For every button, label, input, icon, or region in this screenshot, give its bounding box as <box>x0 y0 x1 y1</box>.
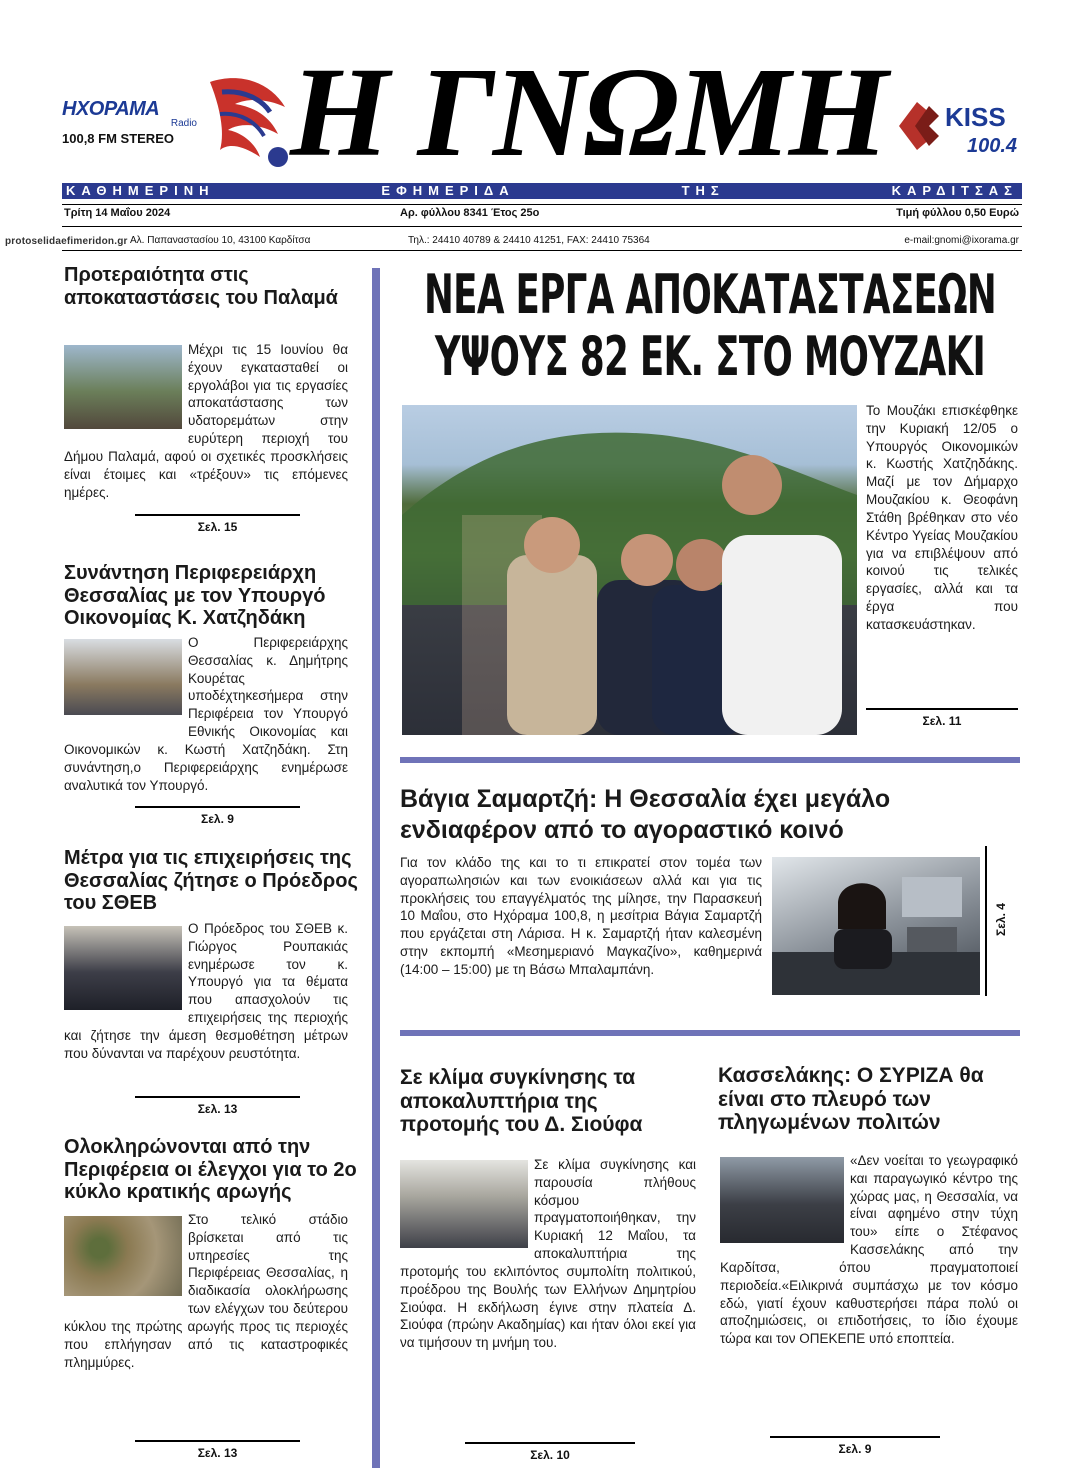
ichorama-frequency: 100,8 FM STEREO <box>62 131 174 146</box>
email: e-mail:gnomi@ixorama.gr <box>904 235 1019 246</box>
photo-wrap-spacer <box>64 341 188 433</box>
left-story-2-title: Συνάντηση Περιφερειάρχη Θεσσαλίας με τον Υπουργό Οικονομίας Κ. Χατζηδάκη <box>64 562 326 630</box>
vagia-photo <box>772 857 980 995</box>
contact-rule <box>62 250 1022 251</box>
main-headline-line-1: ΝΕΑ ΕΡΓΑ ΑΠΟΚΑΤΑΣΤΑΣΕΩΝ <box>423 263 997 326</box>
photo-wrap-spacer <box>64 920 188 1012</box>
left-story-3-page: Σελ. 13 <box>135 1096 300 1116</box>
vagia-title: Βάγια Σαμαρτζή: Η Θεσσαλία έχει μεγάλο ενδιαφέρον από το αγοραστικό κοινό <box>400 785 891 844</box>
section-divider-1 <box>400 757 1020 763</box>
kasselakis-title: Κασσελάκης: Ο ΣΥΡΙΖΑ θα είναι στο πλευρό των πληγωμένων πολιτών <box>718 1064 984 1135</box>
studio-figure-icon <box>772 857 980 995</box>
bust-unveiling-body: Σε κλίμα συγκίνησης και παρουσία πλήθους κόσμου πραγματοποιήθηκαν, την Κυριακή 12 Μαΐου, τα αποκαλυπτήρια της προτομής του εκλιπόντος συμπολίτη πολιτικού, προέδρου της Βουλής των Ελλήνων Δημητρίου Σιούφα. Η εκδήλωση έγινε στην πλατεία Δ. Σιούφα (πρώην Ακαδημίας) και ήταν όλοι εκεί για να τιμήσουν τη μνήμη του. <box>400 1157 696 1351</box>
left-story-4-page: Σελ. 13 <box>135 1440 300 1460</box>
kasselakis-text <box>720 1152 1018 1348</box>
vagia-text: Για τον κλάδο της και το τι επικρατεί στον τομέα των αγοραπωλησιών και των ενοικιάσεων αλλά και για τις προκλήσεις του επαγγέλματός της μίλησε, την Παρασκευή 10 Μαΐου, στο Ηχόραμα 100,8, η μεσίτρια Βάγια Σαμαρτζή που εργάζεται στη Λάρισα. Η κ. Σαμαρτζή ήταν καλεσμένη στην εκπομπή «Μεσημεριανό Μαγκαζίνο», καθημερινά (14:00 – 15:00) με τη Βάσω Μπαλαμπάνη. <box>400 855 762 977</box>
left-story-4-title: Ολοκληρώνονται από την Περιφέρεια οι έλεγχοι για το 2ο κύκλο κρατικής αρωγής <box>64 1136 357 1204</box>
photo-wrap-spacer <box>64 1211 188 1303</box>
main-story-text: Το Μουζάκι επισκέφθηκε την Κυριακή 12/05 ο Υπουργός Οικονομικών κ. Κωστής Χατζηδάκης. Μαζί με τον Δήμαρχο Μουζακίου κ. Θεοφάνη Στάθη βρέθηκαν στο νέο Κέντρο Υγείας Μουζακίου για να επιβλέψουν από κοινού τις τελικές εργασίες, αλλά και τα έργα που κατασκευάστηκαν. <box>866 403 1018 632</box>
vagia-page-wrap <box>990 880 1020 940</box>
siouфа-title: Σε κλίμα συγκίνησης τα αποκαλυπτήρια της προτομής του Δ. Σιούφα <box>400 1066 643 1137</box>
main-story-photo <box>402 405 857 735</box>
kasselakis-page: Σελ. 9 <box>770 1436 940 1456</box>
photo-wrap-spacer <box>720 1152 850 1244</box>
ichorama-radio: Radio <box>170 118 197 129</box>
address: Αλ. Παπαναστασίου 10, 43100 Καρδίτσα <box>130 235 311 246</box>
kasselakis-body: «Δεν νοείται το γεωγραφικό και παραγωγικό κέντρο της χώρας μας, η Θεσσαλία, να είναι αφημένο στην τύχη του» είπε ο Στέφανος Κασσελάκης από την Καρδίτσα, όπου πραγματοποιεί περιοδεία.«Ειλικρινά συμπάσχω με τον κόσμο εδώ, γιατί έχουν καθυστερήσει πάρα πολύ οι αποζημιώσεις, οι επιδοτήσεις, το ίδιο έχουμε τώρα και τον ΟΠΕΚΕΠΕ υπό εποπτεία. <box>720 1153 1018 1347</box>
main-story-page: Σελ. 11 <box>866 708 1018 728</box>
issue-number: Αρ. φύλλου 8341 Έτος 25ο <box>400 207 540 219</box>
ichorama-name: ΗΧΟΡΑΜΑ <box>62 98 160 120</box>
tagline: ΚΑΘΗΜΕΡΙΝΗ ΕΦΗΜΕΡΙΔΑ ΤΗΣ ΚΑΡΔΙΤΣΑΣ <box>62 183 1022 199</box>
left-story-4-text <box>64 1211 348 1371</box>
quill-bird-icon <box>200 62 300 172</box>
photo-wrap-spacer <box>400 1156 534 1248</box>
kiss-frequency: 100.4 <box>967 135 1018 157</box>
left-story-2-page: Σελ. 9 <box>135 806 300 826</box>
masthead-rule <box>62 204 1022 205</box>
kiss-name: KISS <box>945 102 1006 132</box>
section-divider-2 <box>400 1030 1020 1036</box>
photo-wrap-spacer <box>64 634 188 726</box>
left-story-2-text <box>64 634 348 794</box>
siouфа-text <box>400 1156 696 1352</box>
left-story-1-body: Μέχρι τις 15 Ιουνίου θα έχουν εγκατασταθεί οι εργολάβοι για τις εργασίες αποκατάστασης των υδατορεμάτων στην ευρύτερη περιοχή του Δήμου Παλαμά, αφού οι σχετικές προσκλήσεις είναι έτοιμες και «τρέξουν» τις επόμενες ημέρες. <box>64 342 348 500</box>
kiss-logo-icon <box>895 92 1025 162</box>
left-story-3-title: Μέτρα για τις επιχειρήσεις της Θεσσαλίας ζήτησε ο Πρόεδρος του ΣΘΕΒ <box>64 847 358 915</box>
left-story-4-body: Στο τελικό στάδιο βρίσκεται από τις υπηρεσίες της Περιφέρειας Θεσσαλίας, η διαδικασία ολοκλήρωσης των ελέγχων του δεύτερου κύκλου της πρώτης αρωγής προς τις περιοχές που επλήγησαν από τις καταστροφικές πλημμύρες. <box>64 1212 348 1370</box>
column-divider <box>372 268 380 1468</box>
left-story-3-text <box>64 920 348 1063</box>
bust-unveiling-page: Σελ. 10 <box>465 1442 635 1462</box>
ichorama-logo <box>62 98 197 146</box>
watermark: protoselidaefimeridon.gr <box>5 236 128 247</box>
issue-date: Τρίτη 14 Μαΐου 2024 <box>64 207 171 219</box>
phones: Τηλ.: 24410 40789 & 24410 41251, FAX: 24410 75364 <box>408 235 650 246</box>
info-rule <box>62 226 1022 227</box>
main-headline <box>400 264 1020 388</box>
issue-price: Τιμή φύλλου 0,50 Ευρώ <box>896 207 1019 219</box>
vagia-page: Σελ. 4 <box>994 903 1008 936</box>
left-story-2-body: Ο Περιφερειάρχης Θεσσαλίας κ. Δημήτρης Κουρέτας υποδέχτηκεσήμερα στην Περιφέρεια τον Υπουργό Εθνικής Οικονομίας και Οικονομικών κ. Κωστή Χατζηδάκη. Στη συνάντηση,ο Περιφερειάρχης ενημέρωσε αναλυτικά τον Υπουργό. <box>64 635 348 793</box>
vagia-side-rule <box>985 846 987 996</box>
left-story-1-page: Σελ. 15 <box>135 514 300 534</box>
left-story-1-title: Προτεραιότητα στις αποκαταστάσεις του Παλαμά <box>64 264 338 309</box>
left-story-3-body: Ο Πρόεδρος του ΣΘΕΒ κ. Γιώργος Ρουπακιάς ενημέρωσε τον κ. Υπουργό για τα θέματα που απασχολούν τις επιχειρήσεις της περιοχής και ζήτησε την άμεση θεσμοθέτηση μέτρων που δύνανται να παρέχουν ρευστότητα. <box>64 921 348 1061</box>
main-photo-figures-icon <box>402 405 857 735</box>
newspaper-title: Η ΓΝΩΜΗ <box>290 41 887 183</box>
left-story-1-text <box>64 341 348 501</box>
main-headline-line-2: ΥΨΟΥΣ 82 ΕΚ. ΣΤΟ ΜΟΥΖΑΚΙ <box>434 325 986 388</box>
